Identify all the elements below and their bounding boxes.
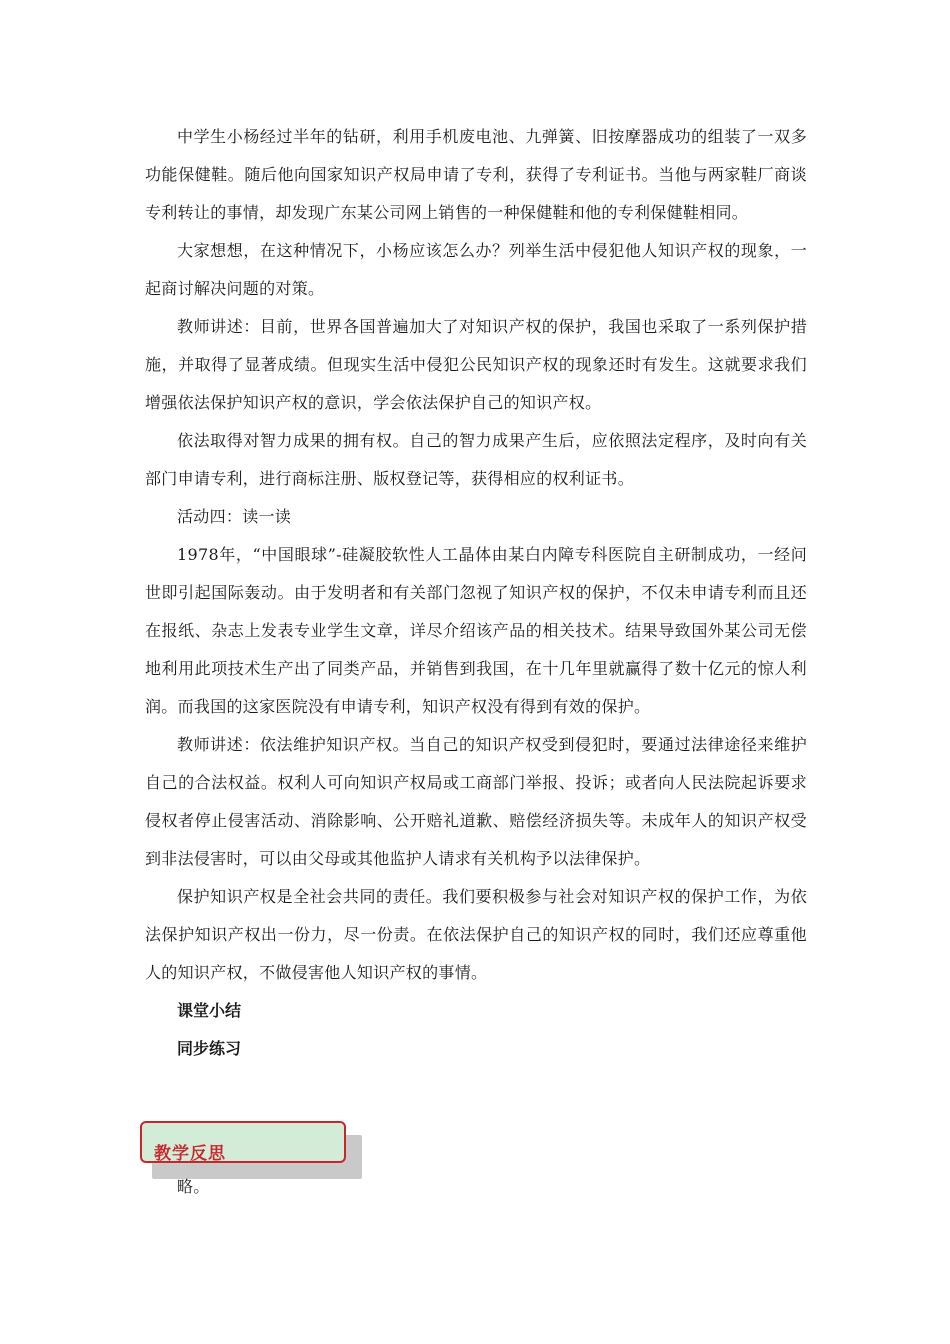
activity-four-title: 活动四：读一读 — [177, 507, 292, 526]
teaching-reflection-title: 教学反思 — [154, 1144, 226, 1164]
paragraph-teacher-statement-2: 教师讲述：依法维护知识产权。当自己的知识产权受到侵犯时，要通过法律途径来维护自己的合法权益。权利人可向知识产权局或工商部门举报、投诉；或者向人民法院起诉要求侵权者停止侵害活动、消除影响、公开赔礼道歉、赔偿经济损失等。未成年人的知识产权受到非法侵害时，可以由父母或其他监护人请求有关机构予以法律保护。 — [145, 735, 807, 868]
teaching-reflection-banner — [140, 1121, 362, 1181]
paragraph-case-story: 中学生小杨经过半年的钻研，利用手机废电池、九弹簧、旧按摩器成功的组装了一双多功能保健鞋。随后他向国家知识产权局申请了专利，获得了专利证书。当他与两家鞋厂商谈专利转让的事情，却发现广东某公司网上销售的一种保健鞋和他的专利保健鞋相同。 — [145, 127, 807, 222]
class-summary-heading: 课堂小结 — [177, 1001, 242, 1020]
paragraph-social-responsibility: 保护知识产权是全社会共同的责任。我们要积极参与社会对知识产权的保护工作，为依法保护知识产权出一份力，尽一份责。在依法保护自己的知识产权的同时，我们还应尊重他人的知识产权，不做侵害他人知识产权的事情。 — [145, 887, 807, 982]
paragraph-discussion-prompt: 大家想想，在这种情况下，小杨应该怎么办？列举生活中侵犯他人知识产权的现象，一起商讨解决问题的对策。 — [145, 241, 807, 298]
reflection-body: 略。 — [177, 1177, 210, 1196]
lesson-content — [145, 118, 807, 1068]
paragraph-teacher-statement-1: 教师讲述：目前，世界各国普遍加大了对知识产权的保护，我国也采取了一系列保护措施，并取得了显著成绩。但现实生活中侵犯公民知识产权的现象还时有发生。这就要求我们增强依法保护知识产权的意识，学会依法保护自己的知识产权。 — [145, 317, 807, 412]
paragraph-china-eyeball-story: 1978年，“中国眼球”-硅凝胶软性人工晶体由某白内障专科医院自主研制成功，一经问世即引起国际轰动。由于发明者和有关部门忽视了知识产权的保护，不仅未申请专利而且还在报纸、杂志上发表专业学生文章，详尽介绍该产品的相关技术。结果导致国外某公司无偿地利用此项技术生产出了同类产品，并销售到我国，在十几年里就赢得了数十亿元的惊人利润。而我国的这家医院没有申请专利，知识产权没有得到有效的保护。 — [145, 545, 807, 716]
practice-heading: 同步练习 — [177, 1039, 242, 1058]
paragraph-obtain-rights: 依法取得对智力成果的拥有权。自己的智力成果产生后，应依照法定程序，及时向有关部门申请专利，进行商标注册、版权登记等，获得相应的权利证书。 — [145, 431, 807, 488]
